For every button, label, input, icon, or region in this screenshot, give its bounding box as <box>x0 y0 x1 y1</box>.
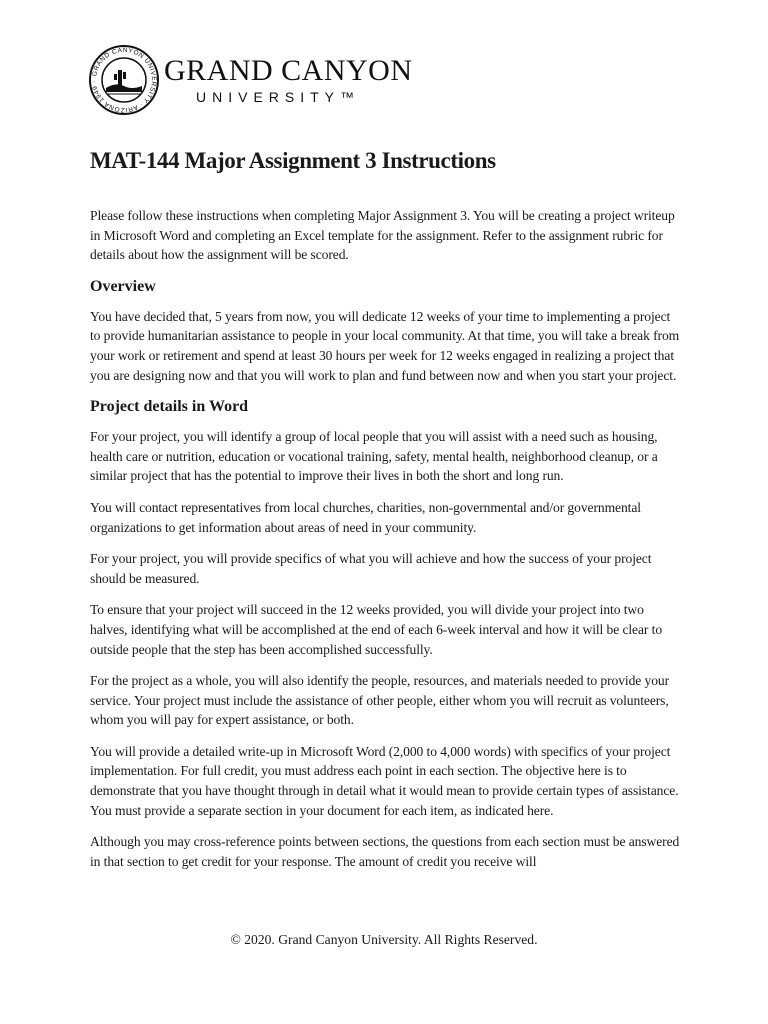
project-details-heading: Project details in Word <box>90 398 249 416</box>
svg-text:GRAND CANYON UNIVERSITY · ARIZ: GRAND CANYON UNIVERSITY · ARIZONA 1949 · <box>90 46 158 114</box>
document-body <box>90 146 682 883</box>
university-seal-icon <box>88 44 160 116</box>
details-paragraph-6: You will provide a detailed write-up in Microsoft Word (2,000 to 4,000 words) with specifics of your project implementation. For full credit, you must address each point in each section. The objective here is to demonstrate that you have thought through in detail what it would mean to provide certain types of assistance. You must provide a separate section in your document for each item, as indicated here. <box>90 743 679 818</box>
details-paragraph-1: For your project, you will identify a group of local people that you will assist with a need such as housing, health care or nutrition, education or vocational training, safety, mental health, neighborhood cleanup, or a similar project that has the potential to improve their lives in both the short and long run. <box>90 429 658 484</box>
document-title: MAT-144 Major Assignment 3 Instructions <box>90 148 496 173</box>
wordmark-university: UNIVERSITY™ <box>196 89 361 105</box>
wordmark-grand-canyon: GRAND CANYON <box>164 54 413 87</box>
details-paragraph-7: Although you may cross-reference points between sections, the questions from each section must be answered in that section to get credit for your response. The amount of credit you receive will <box>90 834 680 869</box>
intro-paragraph: Please follow these instructions when completing Major Assignment 3. You will be creating a project writeup in Microsoft Word and completing an Excel template for the assignment. Refer to the assignment rubric for details about how the assignment will be scored. <box>90 208 675 263</box>
overview-heading: Overview <box>90 277 156 295</box>
details-paragraph-2: You will contact representatives from local churches, charities, non-governmental and/or governmental organizations to get information about areas of need in your community. <box>90 499 641 535</box>
details-paragraph-5: For the project as a whole, you will also identify the people, resources, and materials needed to provide your service. Your project must include the assistance of other people, either whom you will recruit as volunteers, whom you will pay for expert assistance, or both. <box>90 673 670 728</box>
details-paragraph-3: For your project, you will provide specifics of what you will achieve and how the success of your project should be measured. <box>90 551 652 586</box>
details-paragraph-4: To ensure that your project will succeed in the 12 weeks provided, you will divide your project into two halves, identifying what will be accomplished at the end of each 6-week interval and how it will be clear to outside people that the step has been accomplished successfully. <box>90 602 663 657</box>
university-logo <box>88 44 413 116</box>
overview-paragraph: You have decided that, 5 years from now, you will dedicate 12 weeks of your time to implementing a project to provide humanitarian assistance to people in your local community. At that time, you will take a break from your work or retirement and spend at least 30 hours per week for 12 weeks engaged in realizing a project that you are designing now and that you will work to plan and fund between now and when you start your project. <box>90 308 680 383</box>
copyright-footer: © 2020. Grand Canyon University. All Rights Reserved. <box>230 932 538 947</box>
university-wordmark <box>164 54 413 106</box>
